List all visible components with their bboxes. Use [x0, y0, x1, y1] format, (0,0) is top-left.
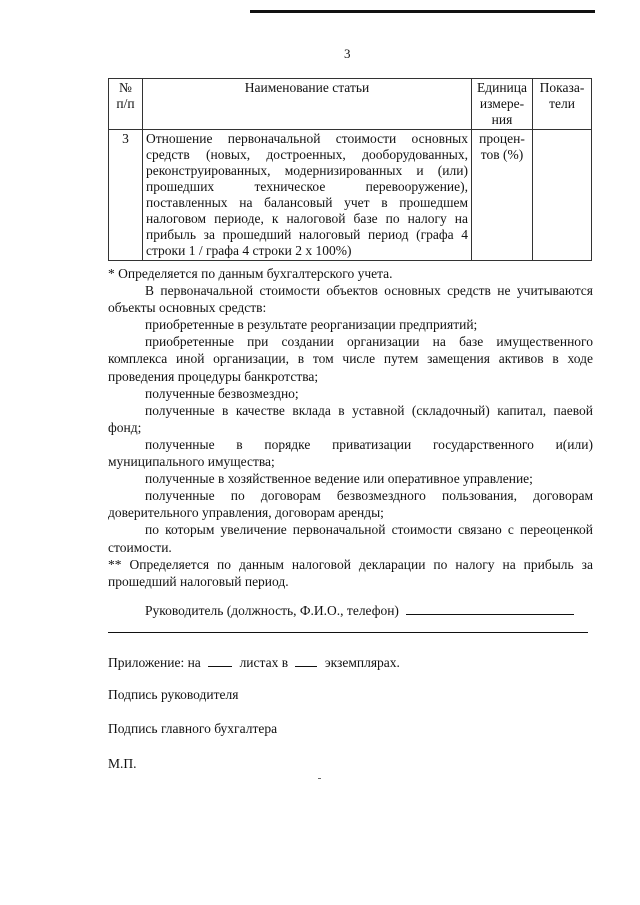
full-underline: [108, 632, 588, 633]
table-header-row: [109, 79, 592, 130]
list-item: полученные в хозяйственное ведение или оперативное управление;: [145, 471, 533, 487]
row-num: 3: [109, 130, 143, 261]
header-name: Наименование статьи: [143, 79, 472, 130]
row-value: [533, 130, 592, 261]
note-2: ** Определяется по данным налоговой декларации по налогу на прибыль за прошедший налоговый период.: [108, 556, 593, 589]
note-paragraph: В первоначальной стоимости объектов основных средств не учитываются объекты основных средств:: [108, 283, 593, 316]
header-unit: Единица измере-ния: [472, 79, 533, 130]
head-sign-label: Подпись руководителя: [108, 687, 239, 702]
appendix-text-a: Приложение: на: [108, 655, 201, 670]
appendix-line: [108, 655, 400, 671]
indicators-table: [108, 78, 592, 261]
page-number: 3: [344, 46, 351, 61]
list-item: приобретенные в результате реорганизации предприятий;: [145, 317, 478, 333]
table-row: [109, 130, 592, 261]
copies-blank: [295, 666, 317, 667]
header-num: № п/п: [109, 79, 143, 130]
list-item: приобретенные при создании организации на базе имущественного комплекса иной организации, в том числе путем замещения активов в ходе проведения процедуры банкротства;: [108, 334, 593, 384]
stamp-place-label: М.П.: [108, 756, 137, 771]
accountant-sign-label: Подпись главного бухгалтера: [108, 721, 278, 736]
header-value: Показа-тели: [533, 79, 592, 130]
list-item: полученные в качестве вклада в уставной (складочный) капитал, паевой фонд;: [108, 402, 593, 435]
list-item: полученные в порядке приватизации государственного и(или) муниципального имущества;: [108, 436, 593, 470]
top-rule: [250, 10, 595, 13]
scan-speck: [318, 778, 321, 779]
appendix-text-c: экземплярах.: [324, 655, 400, 670]
note-1: * Определяется по данным бухгалтерского учета.: [108, 266, 393, 281]
notes-block: [108, 265, 593, 590]
list-item: по которым увеличение первоначальной стоимости связано с переоценкой стоимости.: [108, 522, 593, 555]
list-item: полученные по договорам безвозмездного пользования, договорам доверительного управления, договорам аренды;: [108, 488, 593, 521]
sheets-blank: [208, 666, 232, 667]
row-name: Отношение первоначальной стоимости основных средств (новых, достроенных, дооборудованных, реконструированных, модернизированных и (или) прошедших техническое перевооружение), поставленных на балансовый учет в прошедшем налоговом периоде, к налоговой базе по налогу на прибыль за прошедший налоговый период (графа 4 строки 1 / графа 4 строки 2 х 100%): [143, 130, 472, 261]
row-unit: процен-тов (%): [472, 130, 533, 261]
head-label: Руководитель (должность, Ф.И.О., телефон): [145, 603, 399, 618]
appendix-text-b: листах в: [239, 655, 289, 670]
list-item: полученные безвозмездно;: [145, 385, 299, 401]
head-fill-line: [406, 614, 574, 615]
head-signature-line: [145, 603, 574, 619]
